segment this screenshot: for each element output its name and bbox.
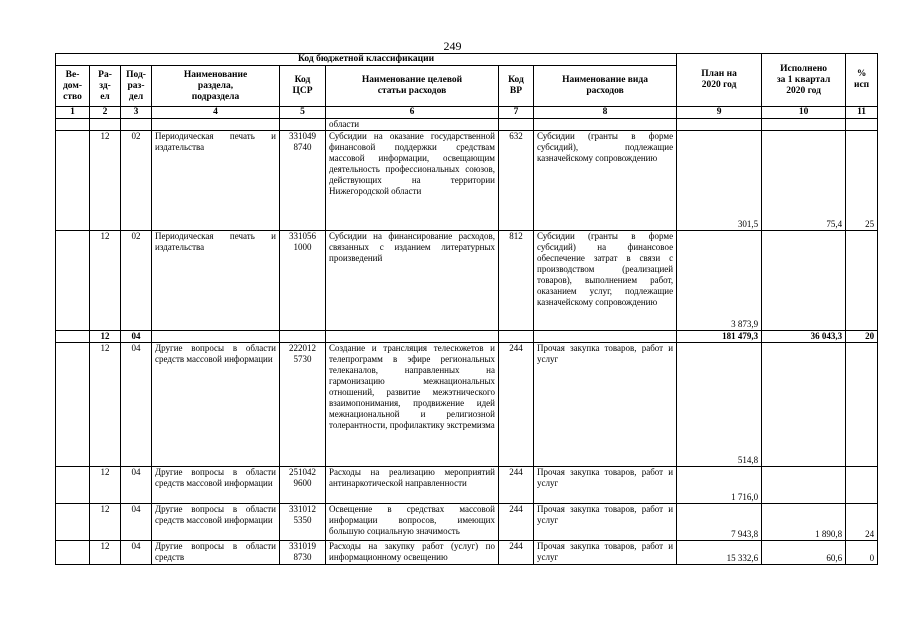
classification-header: Код бюджетной классификации [56, 54, 677, 66]
col-header-target: Наименование целевой статьи расходов [326, 66, 499, 107]
column-number: 6 [326, 107, 499, 119]
cell-csr: 331019 8730 [280, 540, 326, 564]
cell-vr [499, 330, 534, 342]
cell-name: Другие вопросы в области средств [152, 540, 280, 564]
column-number: 7 [499, 107, 534, 119]
cell-podr: 02 [121, 230, 152, 330]
cell-target [326, 330, 499, 342]
cell-done [762, 230, 846, 330]
cell-csr [280, 119, 326, 131]
cell-kind [534, 119, 677, 131]
cell-target: Расходы на реализацию мероприятий антинаркотической направленности [326, 466, 499, 503]
cell-ved [56, 130, 90, 230]
cell-done: 36 043,3 [762, 330, 846, 342]
table-row [56, 540, 878, 564]
cell-target: Субсидии на оказание государственной финансовой поддержки средствам массовой информации, освещающим деятельность профессиональных союзов, действующих на территории Нижегородской области [326, 130, 499, 230]
cell-name: Другие вопросы в области средств массовой информации [152, 342, 280, 466]
cell-plan [677, 119, 762, 131]
col-header-kind: Наименование вида расходов [534, 66, 677, 107]
cell-pct: 0 [846, 540, 878, 564]
cell-kind: Прочая закупка товаров, работ и услуг [534, 466, 677, 503]
cell-vr: 244 [499, 466, 534, 503]
column-number: 3 [121, 107, 152, 119]
column-number: 1 [56, 107, 90, 119]
cell-csr: 331049 8740 [280, 130, 326, 230]
cell-pct: 25 [846, 130, 878, 230]
cell-plan: 3 873,9 [677, 230, 762, 330]
column-number: 9 [677, 107, 762, 119]
column-number: 4 [152, 107, 280, 119]
col-header-pct: % исп [846, 54, 878, 107]
cell-kind: Субсидии (гранты в форме субсидий) на финансовое обеспечение затрат в связи с производством (реализацией товаров), выполнением работ, оказанием услуг, подлежащие казначейскому сопровождению [534, 230, 677, 330]
cell-razd: 12 [90, 540, 121, 564]
cell-kind: Субсидии (гранты в форме субсидий), подлежащие казначейскому сопровождению [534, 130, 677, 230]
cell-pct [846, 119, 878, 131]
cell-csr: 222012 5730 [280, 342, 326, 466]
cell-kind: Прочая закупка товаров, работ и услуг [534, 540, 677, 564]
col-header-podr: Под- раз- дел [121, 66, 152, 107]
subtotal-row [56, 330, 878, 342]
cell-done [762, 466, 846, 503]
column-number: 10 [762, 107, 846, 119]
column-number: 11 [846, 107, 878, 119]
cell-pct [846, 342, 878, 466]
cell-vr: 632 [499, 130, 534, 230]
cell-name: Периодическая печать и издательства [152, 130, 280, 230]
cell-csr: 331012 5350 [280, 503, 326, 540]
cell-ved [56, 466, 90, 503]
cell-name [152, 119, 280, 131]
column-number-row [56, 107, 878, 119]
cell-pct [846, 230, 878, 330]
cell-csr: 331056 1000 [280, 230, 326, 330]
table-row [56, 503, 878, 540]
cell-podr: 04 [121, 466, 152, 503]
cell-podr: 02 [121, 130, 152, 230]
cell-plan: 514,8 [677, 342, 762, 466]
cell-name: Другие вопросы в области средств массовой информации [152, 466, 280, 503]
cell-ved [56, 540, 90, 564]
table-row [56, 342, 878, 466]
cell-plan: 15 332,6 [677, 540, 762, 564]
col-header-ved: Ве- дом- ство [56, 66, 90, 107]
cell-vr: 244 [499, 503, 534, 540]
cell-podr [121, 119, 152, 131]
page-number: 249 [443, 39, 462, 53]
cell-name: Другие вопросы в области средств массовой информации [152, 503, 280, 540]
cell-name: Периодическая печать и издательства [152, 230, 280, 330]
cell-pct: 24 [846, 503, 878, 540]
cell-razd [90, 119, 121, 131]
cell-csr: 251042 9600 [280, 466, 326, 503]
cell-podr: 04 [121, 342, 152, 466]
cell-name [152, 330, 280, 342]
cell-podr: 04 [121, 330, 152, 342]
cell-plan: 1 716,0 [677, 466, 762, 503]
col-header-name: Наименование раздела, подраздела [152, 66, 280, 107]
cell-target: Создание и трансляция телесюжетов и телепрограмм в эфире региональных телеканалов, направленных на гармонизацию межнациональных отношений, развитие межэтнического взаимопонимания, продвижение идей межнациональной и религиозной толерантности, профилактику экстремизма [326, 342, 499, 466]
cell-done: 1 890,8 [762, 503, 846, 540]
cell-razd: 12 [90, 466, 121, 503]
cell-kind [534, 330, 677, 342]
table-row [56, 466, 878, 503]
cell-razd: 12 [90, 503, 121, 540]
cell-kind: Прочая закупка товаров, работ и услуг [534, 503, 677, 540]
cell-target: Освещение в средствах массовой информации вопросов, имеющих большую социальную значимость [326, 503, 499, 540]
cell-vr: 812 [499, 230, 534, 330]
cell-ved [56, 503, 90, 540]
cell-kind: Прочая закупка товаров, работ и услуг [534, 342, 677, 466]
col-header-vr: Код ВР [499, 66, 534, 107]
table-row [56, 230, 878, 330]
cell-vr: 244 [499, 342, 534, 466]
cell-csr [280, 330, 326, 342]
cell-podr: 04 [121, 540, 152, 564]
cell-plan: 7 943,8 [677, 503, 762, 540]
cell-ved [56, 230, 90, 330]
table-row [56, 119, 878, 131]
cell-vr [499, 119, 534, 131]
cell-razd: 12 [90, 130, 121, 230]
table-row [56, 130, 878, 230]
column-number: 5 [280, 107, 326, 119]
col-header-plan: План на 2020 год [677, 54, 762, 107]
cell-vr: 244 [499, 540, 534, 564]
cell-done [762, 119, 846, 131]
col-header-csr: Код ЦСР [280, 66, 326, 107]
cell-target: Субсидии на финансирование расходов, связанных с изданием литературных произведений [326, 230, 499, 330]
cell-done [762, 342, 846, 466]
cell-ved [56, 342, 90, 466]
cell-razd: 12 [90, 230, 121, 330]
cell-target: Расходы на закупку работ (услуг) по информационному освещению [326, 540, 499, 564]
cell-razd: 12 [90, 342, 121, 466]
cell-ved [56, 119, 90, 131]
column-number: 8 [534, 107, 677, 119]
cell-pct: 20 [846, 330, 878, 342]
cell-done: 60,6 [762, 540, 846, 564]
column-number: 2 [90, 107, 121, 119]
cell-ved [56, 330, 90, 342]
cell-pct [846, 466, 878, 503]
budget-table [55, 53, 878, 565]
cell-target: области [326, 119, 499, 131]
col-header-razd: Ра- зд- ел [90, 66, 121, 107]
cell-done: 75,4 [762, 130, 846, 230]
cell-plan: 301,5 [677, 130, 762, 230]
cell-plan: 181 479,3 [677, 330, 762, 342]
col-header-done: Исполнено за 1 квартал 2020 год [762, 54, 846, 107]
cell-podr: 04 [121, 503, 152, 540]
cell-razd: 12 [90, 330, 121, 342]
